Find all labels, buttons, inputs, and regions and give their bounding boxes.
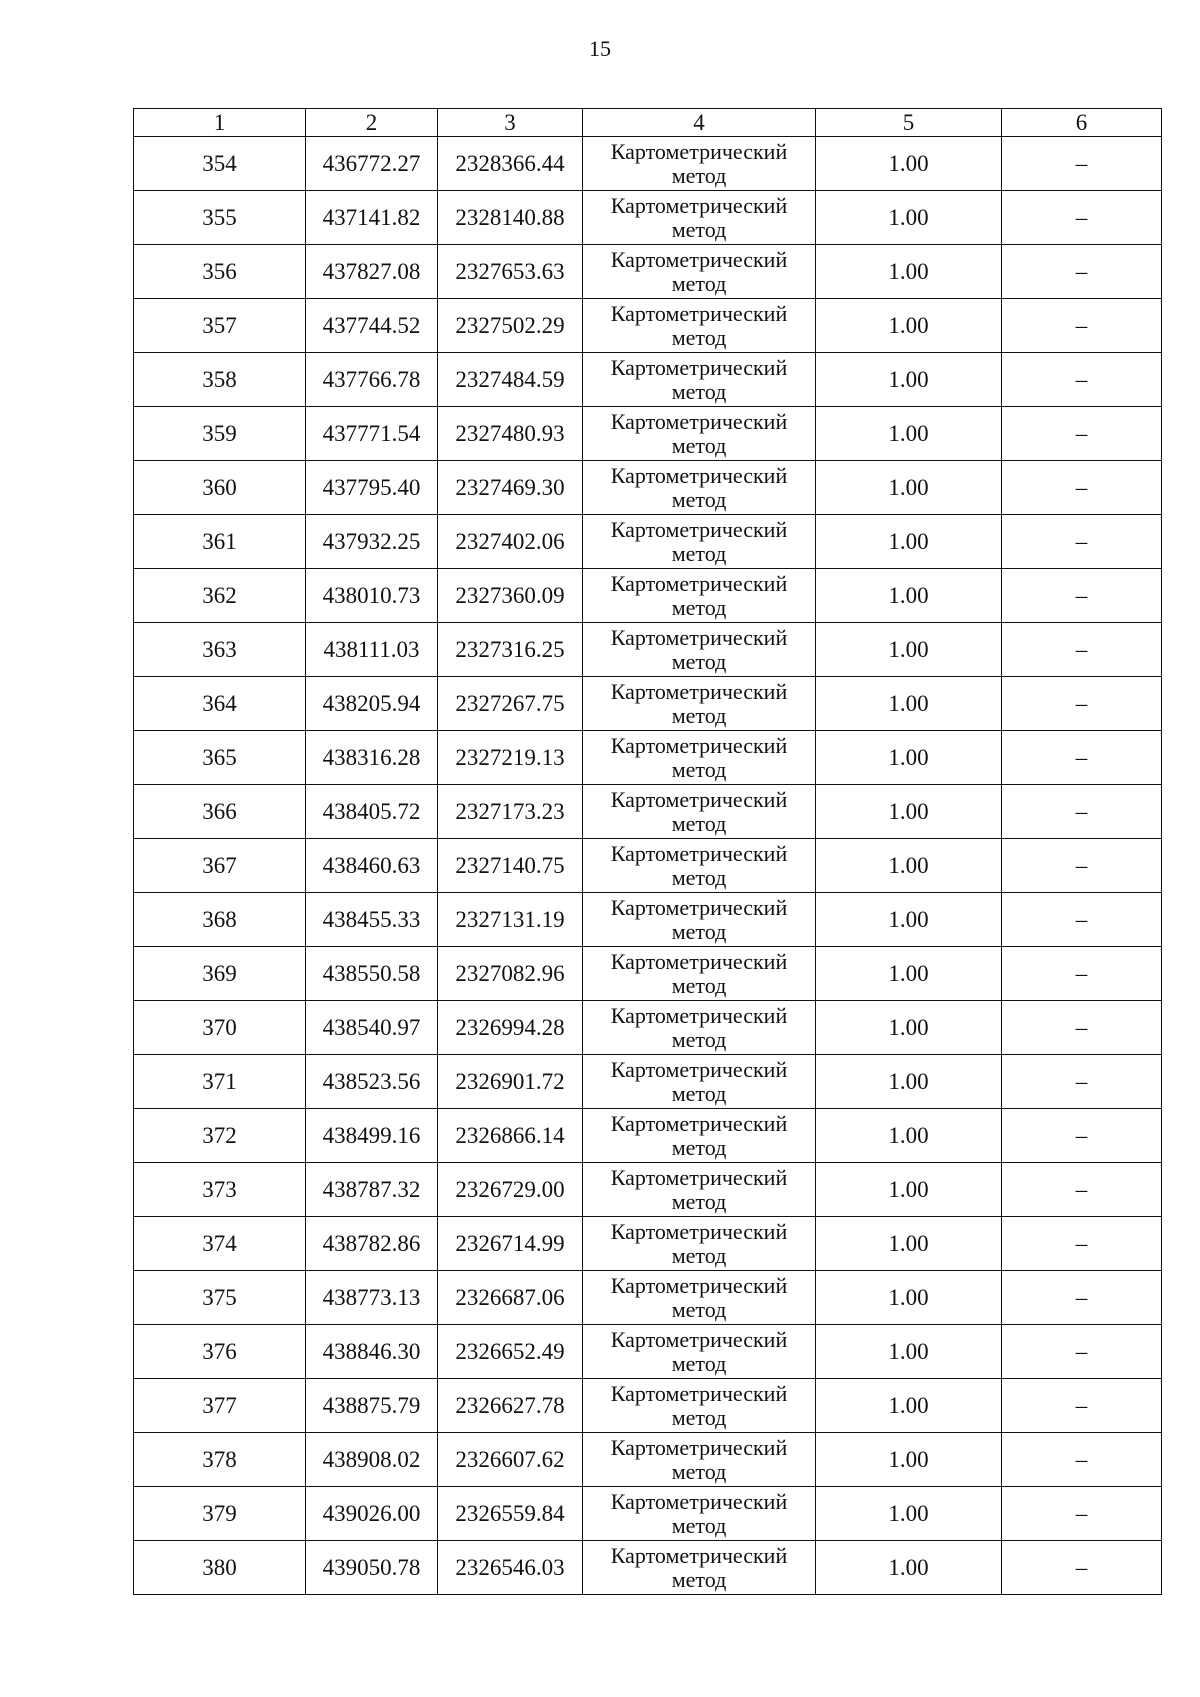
table-row [134, 839, 1162, 893]
method-cell: Картометрический метод [583, 677, 816, 731]
method-cell: Картометрический метод [583, 353, 816, 407]
note-cell: – [1002, 299, 1162, 353]
y-coordinate-cell: 2327653.63 [438, 245, 583, 299]
method-cell: Картометрический метод [583, 1217, 816, 1271]
x-coordinate-cell: 438540.97 [306, 1001, 438, 1055]
table-row [134, 623, 1162, 677]
table-row [134, 1163, 1162, 1217]
method-cell: Картометрический метод [583, 1109, 816, 1163]
method-cell: Картометрический метод [583, 137, 816, 191]
point-number-cell: 363 [134, 623, 306, 677]
x-coordinate-cell: 438787.32 [306, 1163, 438, 1217]
note-cell: – [1002, 137, 1162, 191]
x-coordinate-cell: 438010.73 [306, 569, 438, 623]
note-cell: – [1002, 785, 1162, 839]
x-coordinate-cell: 438550.58 [306, 947, 438, 1001]
x-coordinate-cell: 438316.28 [306, 731, 438, 785]
table-row [134, 245, 1162, 299]
y-coordinate-cell: 2328140.88 [438, 191, 583, 245]
point-number-cell: 359 [134, 407, 306, 461]
x-coordinate-cell: 438773.13 [306, 1271, 438, 1325]
point-number-cell: 376 [134, 1325, 306, 1379]
point-number-cell: 356 [134, 245, 306, 299]
note-cell: – [1002, 461, 1162, 515]
method-cell: Картометрический метод [583, 1433, 816, 1487]
table-row [134, 1217, 1162, 1271]
table-row [134, 461, 1162, 515]
note-cell: – [1002, 515, 1162, 569]
point-number-cell: 371 [134, 1055, 306, 1109]
table-row [134, 1001, 1162, 1055]
note-cell: – [1002, 1109, 1162, 1163]
point-number-cell: 380 [134, 1541, 306, 1595]
table-row [134, 515, 1162, 569]
point-number-cell: 370 [134, 1001, 306, 1055]
coordinates-table [133, 108, 1162, 1595]
table-row [134, 1379, 1162, 1433]
page-number: 15 [589, 36, 611, 61]
header-row [134, 109, 1162, 137]
column-number-header: 5 [816, 109, 1002, 137]
method-cell: Картометрический метод [583, 1271, 816, 1325]
point-number-cell: 366 [134, 785, 306, 839]
accuracy-cell: 1.00 [816, 1001, 1002, 1055]
note-cell: – [1002, 839, 1162, 893]
method-cell: Картометрический метод [583, 191, 816, 245]
table-row [134, 353, 1162, 407]
y-coordinate-cell: 2326627.78 [438, 1379, 583, 1433]
method-cell: Картометрический метод [583, 1541, 816, 1595]
y-coordinate-cell: 2327267.75 [438, 677, 583, 731]
note-cell: – [1002, 407, 1162, 461]
method-cell: Картометрический метод [583, 731, 816, 785]
point-number-cell: 378 [134, 1433, 306, 1487]
method-cell: Картометрический метод [583, 299, 816, 353]
accuracy-cell: 1.00 [816, 191, 1002, 245]
x-coordinate-cell: 438455.33 [306, 893, 438, 947]
y-coordinate-cell: 2327140.75 [438, 839, 583, 893]
y-coordinate-cell: 2326559.84 [438, 1487, 583, 1541]
accuracy-cell: 1.00 [816, 1271, 1002, 1325]
x-coordinate-cell: 438460.63 [306, 839, 438, 893]
note-cell: – [1002, 731, 1162, 785]
y-coordinate-cell: 2327484.59 [438, 353, 583, 407]
table-row [134, 1109, 1162, 1163]
accuracy-cell: 1.00 [816, 1433, 1002, 1487]
y-coordinate-cell: 2327219.13 [438, 731, 583, 785]
point-number-cell: 372 [134, 1109, 306, 1163]
accuracy-cell: 1.00 [816, 407, 1002, 461]
y-coordinate-cell: 2326994.28 [438, 1001, 583, 1055]
table-header [134, 109, 1162, 137]
method-cell: Картометрический метод [583, 1487, 816, 1541]
table-row [134, 407, 1162, 461]
y-coordinate-cell: 2326546.03 [438, 1541, 583, 1595]
accuracy-cell: 1.00 [816, 947, 1002, 1001]
accuracy-cell: 1.00 [816, 839, 1002, 893]
y-coordinate-cell: 2327502.29 [438, 299, 583, 353]
method-cell: Картометрический метод [583, 245, 816, 299]
method-cell: Картометрический метод [583, 515, 816, 569]
note-cell: – [1002, 569, 1162, 623]
note-cell: – [1002, 1163, 1162, 1217]
point-number-cell: 355 [134, 191, 306, 245]
point-number-cell: 365 [134, 731, 306, 785]
y-coordinate-cell: 2327469.30 [438, 461, 583, 515]
x-coordinate-cell: 439050.78 [306, 1541, 438, 1595]
point-number-cell: 368 [134, 893, 306, 947]
x-coordinate-cell: 438846.30 [306, 1325, 438, 1379]
method-cell: Картометрический метод [583, 893, 816, 947]
accuracy-cell: 1.00 [816, 1379, 1002, 1433]
accuracy-cell: 1.00 [816, 245, 1002, 299]
y-coordinate-cell: 2327360.09 [438, 569, 583, 623]
y-coordinate-cell: 2326901.72 [438, 1055, 583, 1109]
accuracy-cell: 1.00 [816, 515, 1002, 569]
point-number-cell: 373 [134, 1163, 306, 1217]
accuracy-cell: 1.00 [816, 1055, 1002, 1109]
x-coordinate-cell: 437766.78 [306, 353, 438, 407]
column-number-header: 1 [134, 109, 306, 137]
accuracy-cell: 1.00 [816, 137, 1002, 191]
y-coordinate-cell: 2326866.14 [438, 1109, 583, 1163]
x-coordinate-cell: 437795.40 [306, 461, 438, 515]
x-coordinate-cell: 438782.86 [306, 1217, 438, 1271]
method-cell: Картометрический метод [583, 1325, 816, 1379]
x-coordinate-cell: 438405.72 [306, 785, 438, 839]
note-cell: – [1002, 353, 1162, 407]
y-coordinate-cell: 2326729.00 [438, 1163, 583, 1217]
table-row [134, 1541, 1162, 1595]
x-coordinate-cell: 437827.08 [306, 245, 438, 299]
point-number-cell: 357 [134, 299, 306, 353]
table-row [134, 893, 1162, 947]
table-row [134, 191, 1162, 245]
method-cell: Картометрический метод [583, 569, 816, 623]
note-cell: – [1002, 623, 1162, 677]
x-coordinate-cell: 438875.79 [306, 1379, 438, 1433]
x-coordinate-cell: 438111.03 [306, 623, 438, 677]
table-row [134, 1055, 1162, 1109]
column-number-header: 3 [438, 109, 583, 137]
x-coordinate-cell: 438908.02 [306, 1433, 438, 1487]
y-coordinate-cell: 2327082.96 [438, 947, 583, 1001]
table-row [134, 677, 1162, 731]
accuracy-cell: 1.00 [816, 1163, 1002, 1217]
point-number-cell: 360 [134, 461, 306, 515]
x-coordinate-cell: 438499.16 [306, 1109, 438, 1163]
y-coordinate-cell: 2326687.06 [438, 1271, 583, 1325]
accuracy-cell: 1.00 [816, 893, 1002, 947]
method-cell: Картометрический метод [583, 461, 816, 515]
table-row [134, 1325, 1162, 1379]
table-body [134, 137, 1162, 1595]
point-number-cell: 362 [134, 569, 306, 623]
method-cell: Картометрический метод [583, 947, 816, 1001]
note-cell: – [1002, 677, 1162, 731]
accuracy-cell: 1.00 [816, 677, 1002, 731]
note-cell: – [1002, 245, 1162, 299]
note-cell: – [1002, 191, 1162, 245]
accuracy-cell: 1.00 [816, 785, 1002, 839]
y-coordinate-cell: 2327173.23 [438, 785, 583, 839]
column-number-header: 6 [1002, 109, 1162, 137]
y-coordinate-cell: 2326652.49 [438, 1325, 583, 1379]
method-cell: Картометрический метод [583, 1001, 816, 1055]
y-coordinate-cell: 2327480.93 [438, 407, 583, 461]
y-coordinate-cell: 2327131.19 [438, 893, 583, 947]
accuracy-cell: 1.00 [816, 299, 1002, 353]
y-coordinate-cell: 2328366.44 [438, 137, 583, 191]
note-cell: – [1002, 1325, 1162, 1379]
method-cell: Картометрический метод [583, 407, 816, 461]
note-cell: – [1002, 1055, 1162, 1109]
note-cell: – [1002, 1541, 1162, 1595]
point-number-cell: 361 [134, 515, 306, 569]
y-coordinate-cell: 2327316.25 [438, 623, 583, 677]
note-cell: – [1002, 947, 1162, 1001]
x-coordinate-cell: 437141.82 [306, 191, 438, 245]
note-cell: – [1002, 1433, 1162, 1487]
x-coordinate-cell: 438205.94 [306, 677, 438, 731]
column-number-header: 4 [583, 109, 816, 137]
point-number-cell: 354 [134, 137, 306, 191]
note-cell: – [1002, 1487, 1162, 1541]
x-coordinate-cell: 439026.00 [306, 1487, 438, 1541]
accuracy-cell: 1.00 [816, 461, 1002, 515]
method-cell: Картометрический метод [583, 623, 816, 677]
accuracy-cell: 1.00 [816, 1487, 1002, 1541]
table-row [134, 1487, 1162, 1541]
point-number-cell: 375 [134, 1271, 306, 1325]
x-coordinate-cell: 437932.25 [306, 515, 438, 569]
table-row [134, 1433, 1162, 1487]
table-row [134, 1271, 1162, 1325]
method-cell: Картометрический метод [583, 785, 816, 839]
method-cell: Картометрический метод [583, 839, 816, 893]
table-row [134, 731, 1162, 785]
accuracy-cell: 1.00 [816, 623, 1002, 677]
point-number-cell: 364 [134, 677, 306, 731]
point-number-cell: 374 [134, 1217, 306, 1271]
accuracy-cell: 1.00 [816, 731, 1002, 785]
accuracy-cell: 1.00 [816, 1325, 1002, 1379]
accuracy-cell: 1.00 [816, 1541, 1002, 1595]
note-cell: – [1002, 1271, 1162, 1325]
table-row [134, 947, 1162, 1001]
y-coordinate-cell: 2326607.62 [438, 1433, 583, 1487]
accuracy-cell: 1.00 [816, 353, 1002, 407]
note-cell: – [1002, 1217, 1162, 1271]
method-cell: Картометрический метод [583, 1055, 816, 1109]
y-coordinate-cell: 2327402.06 [438, 515, 583, 569]
point-number-cell: 367 [134, 839, 306, 893]
note-cell: – [1002, 893, 1162, 947]
point-number-cell: 377 [134, 1379, 306, 1433]
table-row [134, 569, 1162, 623]
point-number-cell: 369 [134, 947, 306, 1001]
x-coordinate-cell: 437771.54 [306, 407, 438, 461]
table-row [134, 137, 1162, 191]
table-row [134, 299, 1162, 353]
method-cell: Картометрический метод [583, 1163, 816, 1217]
note-cell: – [1002, 1001, 1162, 1055]
accuracy-cell: 1.00 [816, 569, 1002, 623]
x-coordinate-cell: 437744.52 [306, 299, 438, 353]
x-coordinate-cell: 436772.27 [306, 137, 438, 191]
accuracy-cell: 1.00 [816, 1217, 1002, 1271]
point-number-cell: 379 [134, 1487, 306, 1541]
method-cell: Картометрический метод [583, 1379, 816, 1433]
y-coordinate-cell: 2326714.99 [438, 1217, 583, 1271]
x-coordinate-cell: 438523.56 [306, 1055, 438, 1109]
column-number-header: 2 [306, 109, 438, 137]
note-cell: – [1002, 1379, 1162, 1433]
point-number-cell: 358 [134, 353, 306, 407]
table-row [134, 785, 1162, 839]
accuracy-cell: 1.00 [816, 1109, 1002, 1163]
